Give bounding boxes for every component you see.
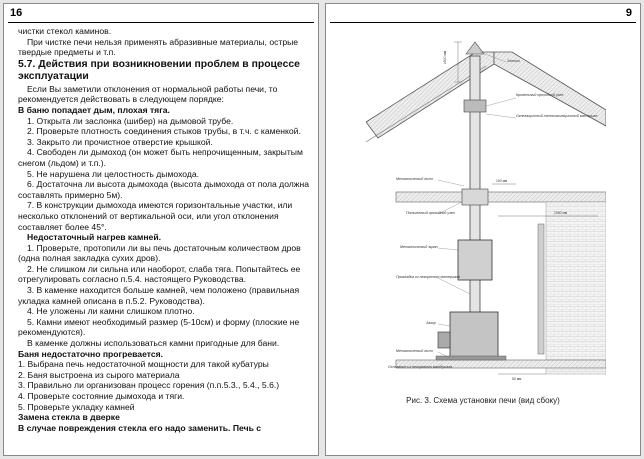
firebox-door (438, 332, 450, 348)
stove-body (450, 312, 498, 360)
block2-item: 3. В каменке находится больше камней, чем положено (правильная укладка камней описана в п.5.2. Руководства). (18, 285, 300, 306)
block1-item: 7. В конструкции дымохода имеются горизонтальные участки, или несколько отклонений от вертикальной оси, или угол отклонения составляет более 45°. (18, 200, 293, 232)
floor-metal-sheet (436, 356, 506, 360)
block3-item: 2. Баня выстроена из сырого материала (18, 369, 180, 380)
block3-item: 5. Проверьте укладку камней (18, 401, 135, 412)
figure-caption: Рис. 3. Схема установки печи (вид сбоку) (406, 396, 560, 405)
metal-sheet-label: Металлический лист (396, 177, 434, 181)
chimney-cap (466, 42, 484, 54)
block4-text: В случае повреждения стекла его надо заменить. Печь с (18, 422, 262, 433)
roof-box-label: Кровельный проходной узел (516, 93, 564, 97)
block2-item: 4. Не уложены ли камни слишком плотно. (27, 306, 195, 317)
ceiling-dimension-label: 100 мм (496, 179, 508, 183)
left-header-rule (8, 22, 314, 23)
ceiling-unit-label: Потолочный проходной узел (406, 211, 455, 215)
block1-item: 5. Не нарушена ли целостность дымохода. (27, 168, 200, 179)
left-page (3, 3, 319, 456)
left-page-number: 16 (10, 7, 23, 19)
roof-pass-box (464, 100, 486, 112)
block4-title: Замена стекла в дверке (18, 412, 120, 423)
block2-item: 5. Камни имеют необходимый размер (5-10см) и форму (плоские не рекомендуются). (18, 316, 300, 338)
gap-label: Зазор (426, 321, 436, 325)
water-tank (458, 240, 492, 280)
stove (438, 240, 498, 360)
bottom-dimension-label: 50 мм (512, 377, 522, 381)
block1-item: 3. Закрыто ли прочистное отверстие крышкой. (27, 136, 213, 147)
block3-title: Баня недостаточно прогревается. (18, 348, 164, 359)
block2-note: В каменке должны использоваться камни пригодные для бани. (27, 338, 280, 349)
block1-item: 6. Достаточна ли высота дымохода (высота дымохода от пола должна составлять примерно 5м). (18, 179, 310, 200)
block1-item: 1. Открыта ли заслонка (шибер) на дымовой трубе. (27, 115, 234, 126)
brick-wall (546, 202, 606, 374)
intro-line-1: При чистке печи нельзя применять абразивные материалы, острые твердые предметы и т.п. (18, 36, 299, 58)
block1-item: 2. Проверьте плотность соединения стыков трубы, в т.ч. с каменкой. (27, 126, 301, 137)
left-text-column (18, 26, 310, 433)
floor-metal-label: Металлический лист (396, 349, 434, 353)
right-page (325, 3, 641, 456)
right-page-number: 9 (625, 7, 632, 19)
wall-dimension-label: 1000 мм (554, 211, 568, 215)
block1-item: 4. Свободен ли дымоход (он может быть непрочищенным, закрытым снегом (льдом) и т.п.). (18, 147, 303, 168)
block2-title: Недостаточный нагрев камней. (27, 232, 161, 243)
block3-item: 4. Проверьте состояние дымохода и тяги. (18, 391, 185, 401)
metal-screen-label: Металлический экран (400, 245, 438, 249)
right-header-rule (330, 22, 636, 23)
block3-item: 3. Правильно ли организован процесс горения (п.п.5.3., 5.4., 5.6.) (18, 380, 280, 391)
ceiling-pass-unit (462, 189, 488, 205)
block2-item: 2. Не слишком ли сильна или наоборот, слаба тяга. Попытайтесь ее отрегулировать согласно п.5.4. настоящего Руководства. (18, 263, 301, 285)
top-dimension-label: ≥500 мм (443, 50, 447, 64)
base-label: Основание из негорючего материала (388, 365, 453, 369)
block3-item: 1. Выбрана печь недостаточной мощности для такой кубатуры (18, 359, 269, 370)
section-title: 5.7. Действия при возникновении проблем в процессе эксплуатации (18, 58, 300, 82)
insulation-layer-label: Прокладка из негорючего материала (396, 275, 460, 279)
intro-line-0: чистки стекол каминов. (18, 26, 112, 36)
stove-installation-diagram (366, 34, 606, 384)
roof (366, 52, 606, 142)
section-intro: Если Вы заметили отклонения от нормальной работы печи, то рекомендуется действовать в следующем порядке: (18, 83, 278, 105)
protective-screen (538, 224, 544, 354)
roof-insulation-label: Огнезащитный теплоизоляционный материал (516, 114, 598, 118)
block1-title: В баню попадает дым, плохая тяга. (18, 104, 170, 115)
cap-label: Зонтик (507, 59, 520, 63)
block2-item: 1. Проверьте, протопили ли вы печь достаточным количеством дров (одна полная закладка сухих дров). (18, 242, 301, 264)
